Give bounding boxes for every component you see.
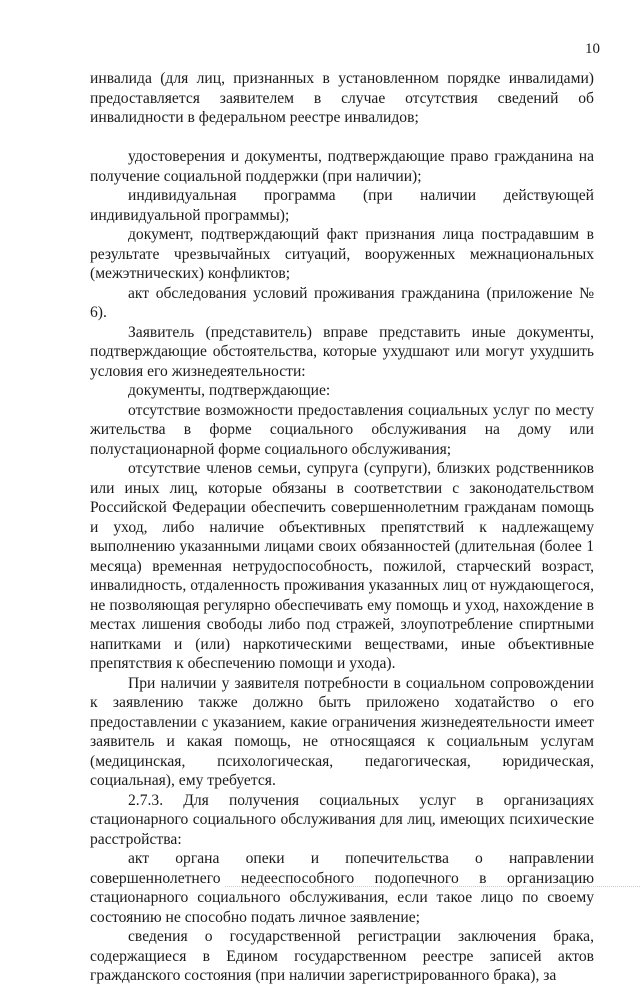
paragraph: отсутствие членов семьи, супруга (супруги), близких родственников или иных лиц, которые обязаны в соответствии с законодательством Российской Федерации обеспечить совершеннолетним гражданам помощь и уход, либо наличие объективных препятствий к надлежащему выполнению указанными лицами своих обязанностей (длительная (более 1 месяца) временная нетрудоспособность, пожилой, старческий возраст, инвалидность, отдаленность проживания указанных лиц от нуждающегося, не позволяющая регулярно обеспечивать ему помощь и уход, нахождение в местах лишения свободы либо под стражей, злоупотребление спиртными напитками и (или) наркотическими веществами, иные объективные препятствия к обеспечению помощи и ухода).: [90, 460, 594, 672]
paragraph: удостоверения и документы, подтверждающие право гражданина на получение социальной поддержки (при наличии);: [90, 148, 594, 185]
page-number: 10: [585, 41, 600, 57]
paragraph: документ, подтверждающий факт признания лица пострадавшим в результате чрезвычайных ситуаций, вооруженных межнациональных (межэтнических) конфликтов;: [90, 226, 594, 282]
paragraph: индивидуальная программа (при наличии действующей индивидуальной программы);: [90, 187, 594, 224]
paragraph: При наличии у заявителя потребности в социальном сопровождении к заявлению также должно быть приложено ходатайство о его предоставлении с указанием, какие ограничения жизнедеятельности имеет заявитель и какая помощь, не относящаяся к социальным услугам (медицинская, психологическая, педагогическая, юридическая, социальная), ему требуется.: [90, 674, 594, 789]
scan-artifact-line: [225, 886, 640, 887]
document-body: [90, 69, 594, 986]
paragraph: документы, подтверждающие:: [128, 382, 331, 399]
paragraph: Заявитель (представитель) вправе представить иные документы, подтверждающие обстоятельства, которые ухудшают или могут ухудшить условия его жизнедеятельности:: [90, 323, 594, 380]
paragraph: сведения о государственной регистрации заключения брака, содержащиеся в Едином государственном реестре записей актов гражданского состояния (при наличии зарегистрированного брака), за: [90, 928, 594, 984]
paragraph: акт обследования условий проживания гражданина (приложение № 6).: [90, 284, 594, 321]
paragraph: отсутствие возможности предоставления социальных услуг по месту жительства в форме социального обслуживания на дому или полустационарной форме социального обслуживания;: [90, 401, 594, 458]
paragraph: инвалида (для лиц, признанных в установленном порядке инвалидами) предоставляется заявителем в случае отсутствия сведений об инвалидности в федеральном реестре инвалидов;: [90, 70, 594, 126]
paragraph: 2.7.3. Для получения социальных услуг в организациях стационарного социального обслуживания для лиц, имеющих психические расстройства:: [90, 791, 594, 848]
paragraph: акт органа опеки и попечительства о направлении совершеннолетнего недееспособного подопечного в организацию стационарного социального обслуживания, если такое лицо по своему состоянию не способно подать личное заявление;: [90, 850, 594, 926]
